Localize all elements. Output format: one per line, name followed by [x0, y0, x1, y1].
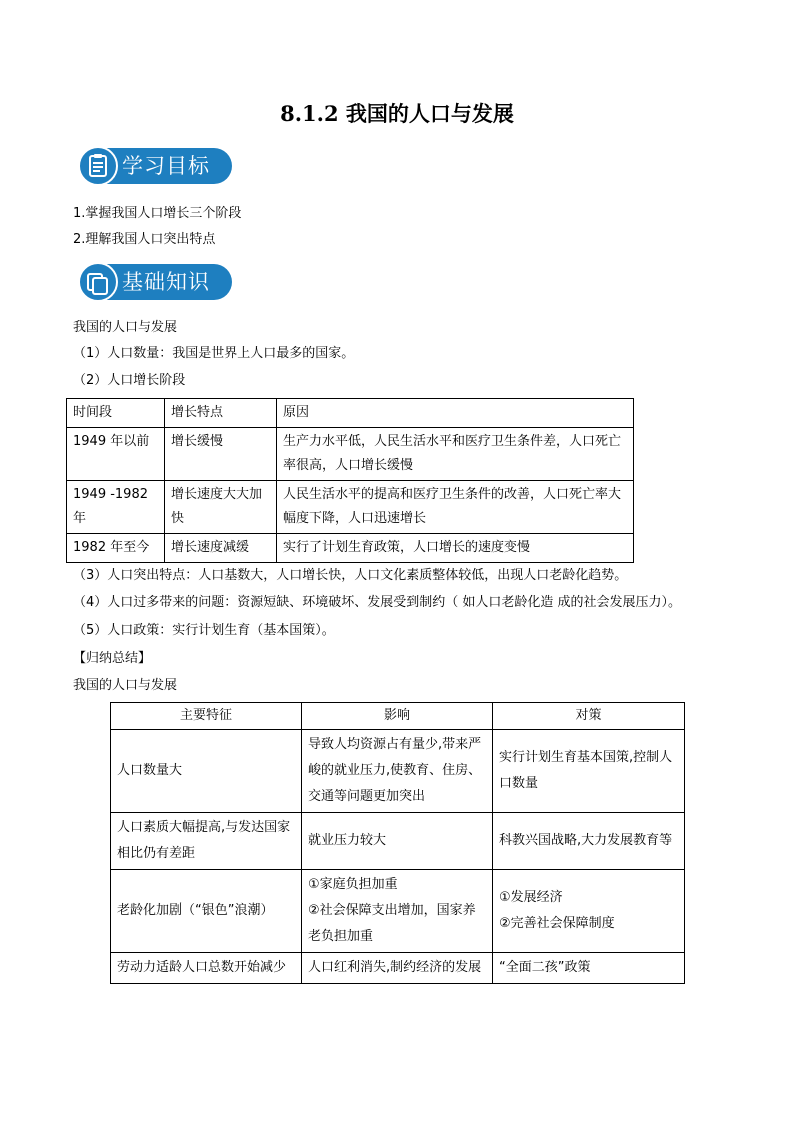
table-cell: 劳动力适龄人口总数开始减少 — [111, 953, 302, 984]
paragraph-4: （4）人口过多带来的问题：资源短缺、环境破坏、发展受到制约（ 如人口老龄化造 成的社会发展压力）。 — [73, 595, 682, 610]
table-header-row — [67, 399, 634, 428]
paragraph-1: （1）人口数量：我国是世界上人口最多的国家。 — [73, 346, 355, 361]
summary-label: 【归纳总结】 — [73, 651, 152, 666]
table-header: 对策 — [493, 703, 685, 730]
table-cell: 人口红利消失,制约经济的发展 — [302, 953, 493, 984]
clipboard-icon — [78, 146, 118, 186]
table-cell: 1949 年以前 — [67, 428, 165, 481]
basic-knowledge-banner — [78, 262, 242, 302]
section-heading: 我国的人口与发展 — [73, 320, 178, 335]
paragraph-2: （2）人口增长阶段 — [73, 373, 186, 388]
table-row — [111, 813, 685, 870]
summary-table — [110, 702, 685, 984]
table-cell: 实行了计划生育政策，人口增长的速度变慢 — [277, 534, 634, 563]
table-header: 原因 — [277, 399, 634, 428]
paragraph-3: （3）人口突出特点：人口基数大，人口增长快，人口文化素质整体较低，出现人口老龄化趋势。 — [73, 568, 628, 583]
learning-goals-banner — [78, 146, 238, 186]
table-cell: 导致人均资源占有量少,带来严峻的就业压力,使教育、住房、交通等问题更加突出 — [302, 730, 493, 813]
table-cell: 1949 -1982 年 — [67, 481, 165, 534]
table-row — [111, 870, 685, 953]
table-cell: 老龄化加剧（“银色”浪潮） — [111, 870, 302, 953]
table-cell: 科教兴国战略,大力发展教育等 — [493, 813, 685, 870]
table-cell: 生产力水平低，人民生活水平和医疗卫生条件差，人口死亡率很高，人口增长缓慢 — [277, 428, 634, 481]
table-row — [67, 481, 634, 534]
table-header-row — [111, 703, 685, 730]
basic-knowledge-label: 基础知识 — [100, 264, 232, 300]
table-cell: 人口素质大幅提高,与发达国家相比仍有差距 — [111, 813, 302, 870]
documents-icon — [78, 262, 118, 302]
table-header: 时间段 — [67, 399, 165, 428]
table-row — [67, 428, 634, 481]
goal-item-2: 2.理解我国人口突出特点 — [73, 232, 216, 247]
table-cell: 增长缓慢 — [165, 428, 277, 481]
paragraph-5: （5）人口政策：实行计划生育（基本国策）。 — [73, 623, 335, 638]
table-row — [67, 534, 634, 563]
goal-item-1: 1.掌握我国人口增长三个阶段 — [73, 206, 242, 221]
table-cell: 实行计划生育基本国策,控制人口数量 — [493, 730, 685, 813]
table-cell: “全面二孩”政策 — [493, 953, 685, 984]
table-row — [111, 953, 685, 984]
table-cell: 增长速度大大加快 — [165, 481, 277, 534]
table-header: 增长特点 — [165, 399, 277, 428]
table-cell: 人口数量大 — [111, 730, 302, 813]
table-cell: 1982 年至今 — [67, 534, 165, 563]
summary-heading: 我国的人口与发展 — [73, 678, 178, 693]
table-header: 主要特征 — [111, 703, 302, 730]
growth-stages-table — [66, 398, 634, 563]
page-title: 8.1.2 我国的人口与发展 — [280, 101, 514, 126]
learning-goals-label: 学习目标 — [100, 148, 232, 184]
table-row — [111, 730, 685, 813]
table-cell: ①发展经济 ②完善社会保障制度 — [493, 870, 685, 953]
table-cell: ①家庭负担加重 ②社会保障支出增加，国家养老负担加重 — [302, 870, 493, 953]
table-cell: 人民生活水平的提高和医疗卫生条件的改善，人口死亡率大幅度下降，人口迅速增长 — [277, 481, 634, 534]
table-cell: 就业压力较大 — [302, 813, 493, 870]
table-header: 影响 — [302, 703, 493, 730]
table-cell: 增长速度减缓 — [165, 534, 277, 563]
